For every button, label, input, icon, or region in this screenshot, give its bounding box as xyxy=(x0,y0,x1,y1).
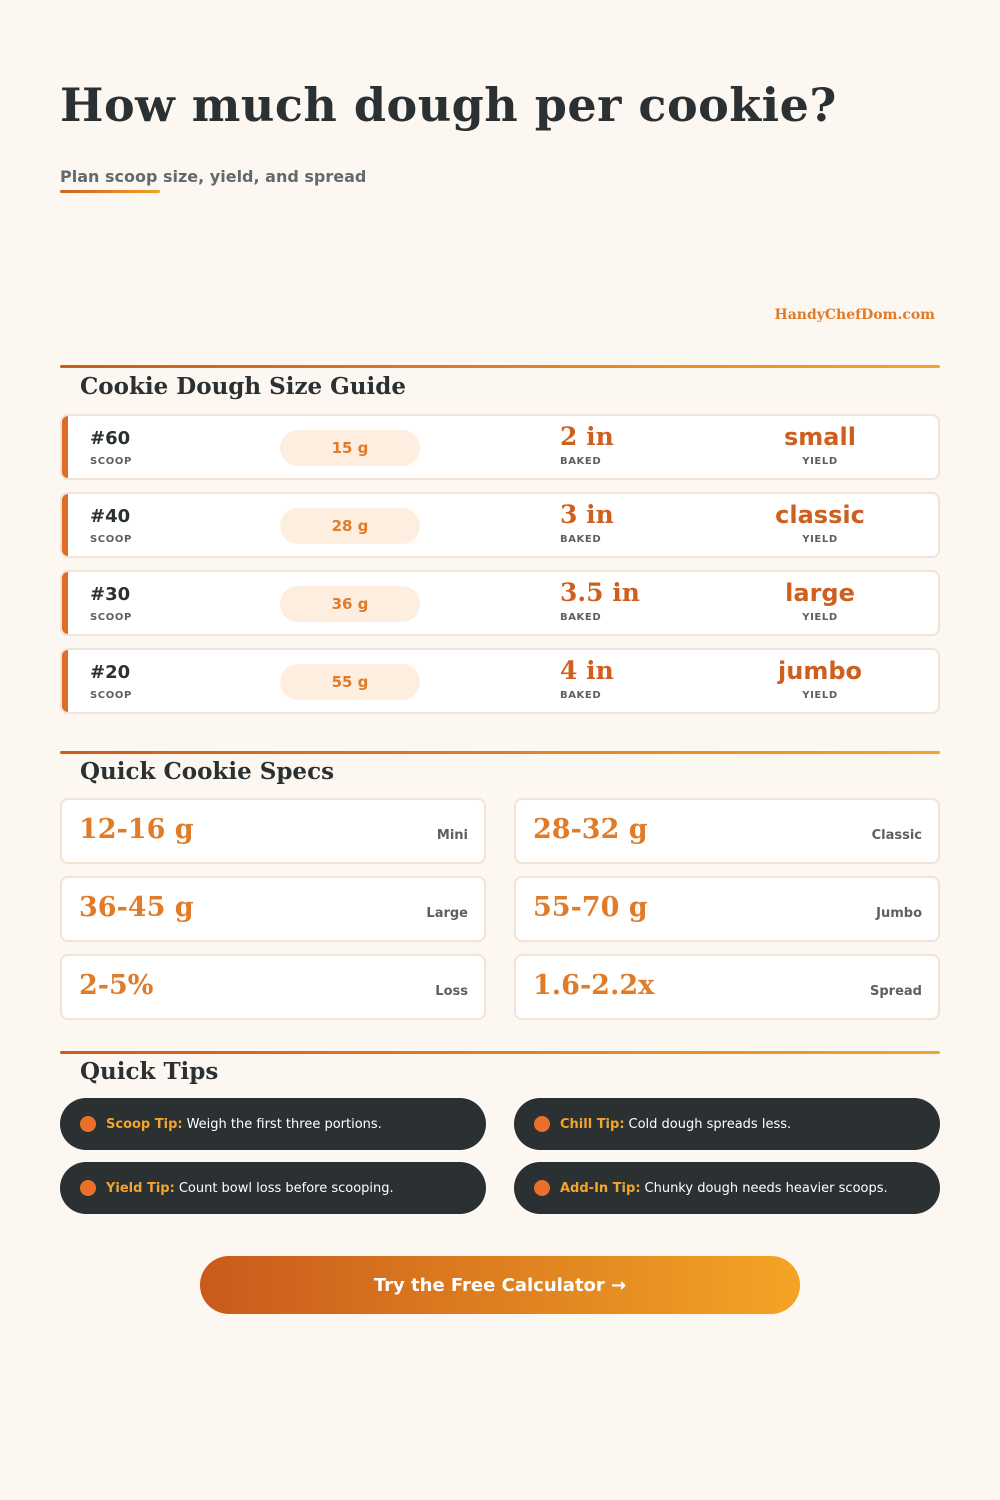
baked-label: BAKED xyxy=(560,456,602,467)
size-guide-row xyxy=(60,648,940,714)
size-guide-row xyxy=(60,492,940,558)
yield-value: small xyxy=(784,423,856,451)
baked-label: BAKED xyxy=(560,534,602,545)
page-subtitle: Plan scoop size, yield, and spread xyxy=(60,167,367,186)
spec-label: Mini xyxy=(436,828,468,843)
bullet-dot-icon xyxy=(80,1180,96,1196)
scoop-label: SCOOP xyxy=(90,612,132,623)
tip-name: Add-In Tip: xyxy=(560,1180,641,1196)
weight-pill: 15 g xyxy=(280,430,420,466)
spec-value: 2-5% xyxy=(79,970,154,1001)
tip-name: Yield Tip: xyxy=(106,1180,175,1196)
tip-text: Count bowl loss before scooping. xyxy=(178,1180,394,1196)
yield-value: jumbo xyxy=(778,657,862,685)
spec-label: Loss xyxy=(435,984,468,999)
tip-text: Weigh the first three portions. xyxy=(186,1116,382,1132)
spec-label: Large xyxy=(426,906,468,921)
spec-card xyxy=(514,798,940,864)
tip-text: Chunky dough needs heavier scoops. xyxy=(644,1180,888,1196)
site-name: HandyChefDom.com xyxy=(774,307,935,323)
spec-label: Spread xyxy=(870,984,922,999)
yield-value: large xyxy=(785,579,855,607)
baked-label: BAKED xyxy=(560,690,602,701)
spec-card xyxy=(60,876,486,942)
weight-pill: 36 g xyxy=(280,586,420,622)
spec-value: 12-16 g xyxy=(79,814,194,845)
bullet-dot-icon xyxy=(534,1180,550,1196)
scoop-number: #40 xyxy=(90,506,131,527)
scoop-label: SCOOP xyxy=(90,690,132,701)
section-divider xyxy=(60,1051,940,1054)
bullet-dot-icon xyxy=(534,1116,550,1132)
tip-name: Chill Tip: xyxy=(560,1116,625,1132)
weight-pill: 55 g xyxy=(280,664,420,700)
scoop-label: SCOOP xyxy=(90,534,132,545)
spec-value: 1.6-2.2x xyxy=(533,970,655,1001)
page-title: How much dough per cookie? xyxy=(60,78,837,132)
section-divider xyxy=(60,751,940,754)
weight-pill: 28 g xyxy=(280,508,420,544)
yield-label: YIELD xyxy=(802,456,838,467)
spec-card xyxy=(60,798,486,864)
yield-label: YIELD xyxy=(802,612,838,623)
tip-card xyxy=(60,1098,486,1150)
baked-size: 2 in xyxy=(560,422,614,451)
bullet-dot-icon xyxy=(80,1116,96,1132)
tip-name: Scoop Tip: xyxy=(106,1116,183,1132)
baked-label: BAKED xyxy=(560,612,602,623)
spec-label: Classic xyxy=(871,828,922,843)
calculator-cta-button[interactable]: Try the Free Calculator → xyxy=(200,1256,800,1314)
subtitle-underline xyxy=(60,190,160,193)
tip-card xyxy=(60,1162,486,1214)
tip-text: Cold dough spreads less. xyxy=(628,1116,792,1132)
spec-card xyxy=(514,876,940,942)
yield-label: YIELD xyxy=(802,690,838,701)
baked-size: 3 in xyxy=(560,500,614,529)
tip-card xyxy=(514,1098,940,1150)
spec-card xyxy=(514,954,940,1020)
spec-value: 36-45 g xyxy=(79,892,194,923)
specs-title: Quick Cookie Specs xyxy=(80,758,335,785)
scoop-number: #60 xyxy=(90,428,131,449)
tip-card xyxy=(514,1162,940,1214)
scoop-number: #30 xyxy=(90,584,131,605)
scoop-number: #20 xyxy=(90,662,131,683)
spec-value: 55-70 g xyxy=(533,892,648,923)
spec-card xyxy=(60,954,486,1020)
spec-value: 28-32 g xyxy=(533,814,648,845)
section-divider xyxy=(60,365,940,368)
baked-size: 4 in xyxy=(560,656,614,685)
scoop-label: SCOOP xyxy=(90,456,132,467)
baked-size: 3.5 in xyxy=(560,578,640,607)
size-guide-title: Cookie Dough Size Guide xyxy=(80,373,406,400)
size-guide-row xyxy=(60,414,940,480)
yield-value: classic xyxy=(775,501,865,529)
size-guide-row xyxy=(60,570,940,636)
spec-label: Jumbo xyxy=(876,906,922,921)
tips-title: Quick Tips xyxy=(80,1058,219,1085)
yield-label: YIELD xyxy=(802,534,838,545)
